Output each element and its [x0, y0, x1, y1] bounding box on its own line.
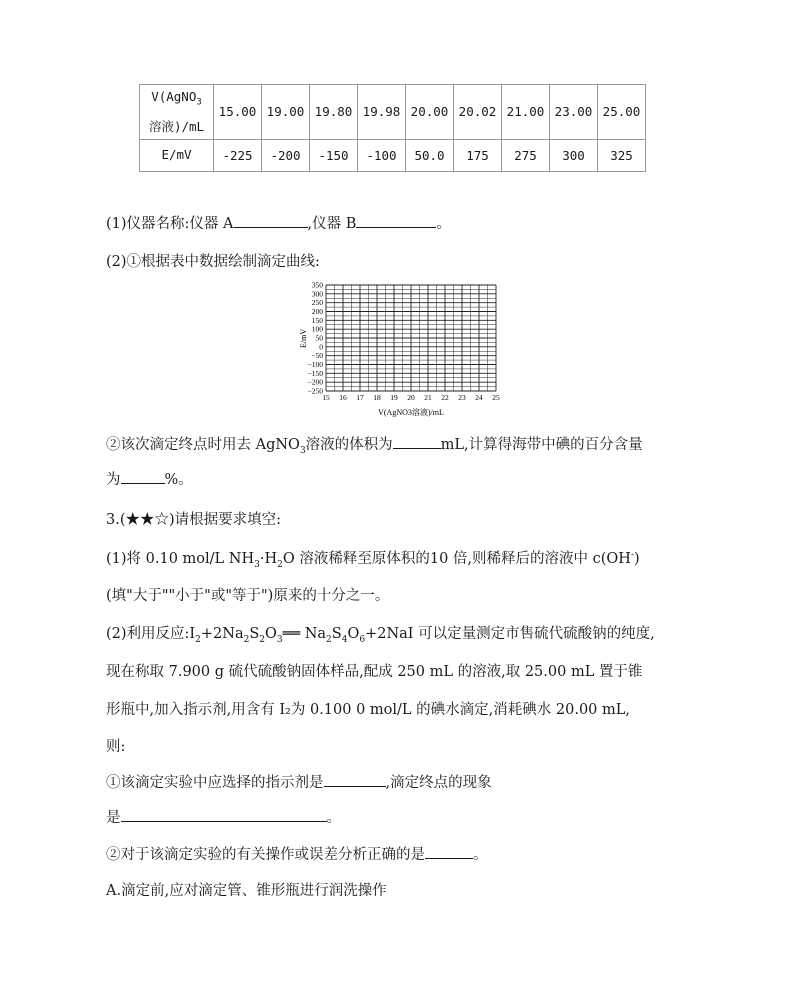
y-tick-label: −200	[307, 377, 323, 387]
answer-blank[interactable]	[425, 844, 473, 859]
question-2-intro: (2)①根据表中数据绘制滴定曲线:	[106, 254, 320, 270]
table-cell: -200	[262, 139, 310, 171]
question-2-part-2-line2	[106, 468, 193, 489]
answer-blank[interactable]	[324, 772, 386, 787]
x-tick-label: 19	[390, 393, 398, 402]
y-tick-label: −250	[307, 386, 323, 396]
question-3-sub-1	[106, 771, 492, 792]
q3-text: O	[265, 626, 277, 642]
question-1	[106, 212, 451, 233]
question-3-part-2-line2: 现在称取 7.900 g 硫代硫酸钠固体样品,配成 250 mL 的溶液,取 25.00 mL 置于锥	[106, 664, 643, 680]
q3-text: ②对于该滴定实验的有关操作或误差分析正确的是	[106, 847, 425, 863]
q3-sub: 2	[259, 634, 266, 645]
y-tick-label: 100	[311, 324, 323, 334]
q3-sup: -	[630, 550, 634, 561]
question-3-part-1-line2: (填"大于""小于"或"等于")原来的十分之一。	[106, 588, 390, 604]
y-tick-label: 300	[311, 289, 323, 299]
q2-text: 为	[106, 472, 121, 488]
table-cell: -100	[358, 139, 406, 171]
titration-data-table	[139, 84, 646, 172]
x-tick-label: 18	[373, 393, 381, 402]
y-tick-label: 250	[311, 298, 323, 308]
table-cell: 19.98	[358, 85, 406, 140]
table-row	[140, 85, 646, 140]
question-3-part-1	[106, 547, 640, 570]
q1-text-b: ,仪器 B	[307, 216, 357, 232]
q3-text: ①该滴定实验中应选择的指示剂是	[106, 775, 324, 791]
answer-blank[interactable]	[393, 434, 441, 449]
q2-text: mL,计算得海带中碘的百分含量	[440, 437, 643, 453]
y-tick-label: −150	[307, 368, 323, 378]
y-tick-label: 0	[319, 342, 323, 352]
q3-text: )	[634, 551, 640, 567]
question-2-part-2	[106, 433, 643, 456]
y-tick-label: 150	[311, 315, 323, 325]
q3-sub: 3	[276, 634, 283, 645]
table-cell: 50.0	[406, 139, 454, 171]
x-tick-label: 17	[356, 393, 364, 402]
q3-sub: 6	[359, 634, 366, 645]
answer-blank[interactable]	[121, 469, 165, 484]
q3-sub: 2	[277, 559, 283, 570]
x-tick-label: 15	[322, 393, 330, 402]
q1-text-a: (1)仪器名称:仪器 A	[106, 216, 234, 232]
q2-text: %。	[164, 472, 193, 488]
table-cell: 19.80	[310, 85, 358, 140]
table-cell: 20.02	[454, 85, 502, 140]
y-tick-label: 200	[311, 307, 323, 316]
answer-blank[interactable]	[234, 213, 308, 228]
x-tick-label: 16	[339, 393, 347, 402]
question-3-part-2-line3: 形瓶中,加入指示剂,用含有 I₂为 0.100 0 mol/L 的碘水滴定,消耗碘水 20.00 mL,	[106, 702, 630, 718]
option-a: A.滴定前,应对滴定管、锥形瓶进行润洗操作	[106, 883, 387, 899]
y-axis-label: E/mV	[299, 328, 308, 348]
y-tick-label: 50	[315, 333, 323, 343]
q3-sub: 2	[326, 634, 332, 645]
titration-chart	[280, 278, 510, 420]
q2-sub: 3	[299, 445, 306, 456]
table-cell: -150	[310, 139, 358, 171]
y-tick-labels	[308, 281, 324, 396]
q2-text: 溶液的体积为	[305, 437, 393, 453]
question-3-sub-2	[106, 843, 488, 864]
y-tick-label: 350	[311, 280, 323, 290]
table-row	[140, 139, 646, 171]
question-3-part-2-line4: 则:	[106, 739, 126, 755]
question-3-title: 3.(★★☆)请根据要求填空:	[106, 512, 282, 528]
q3-text: 。	[326, 810, 341, 826]
x-tick-label: 20	[407, 393, 415, 402]
x-tick-labels	[322, 393, 500, 402]
table-cell: 275	[502, 139, 550, 171]
q3-text: O 溶液稀释至原体积的10 倍,则稀释后的溶液中 c(OH	[282, 551, 631, 567]
x-axis-label: V(AgNO3溶液)/mL	[378, 408, 444, 417]
y-tick-label: −100	[307, 360, 323, 369]
x-tick-label: 25	[492, 393, 500, 402]
q3-text: (2)利用反应:I	[106, 626, 196, 642]
q3-text: ══ Na	[282, 626, 327, 642]
table-cell: -225	[214, 139, 262, 171]
q3-text: S	[249, 626, 260, 642]
q3-text: (1)将 0.10 mol/L NH	[106, 551, 255, 567]
q3-sub: 2	[195, 634, 201, 645]
table-cell: 20.00	[406, 85, 454, 140]
q3-sub: 4	[341, 634, 348, 645]
table-cell: 23.00	[550, 85, 598, 140]
q3-text: 。	[473, 847, 488, 863]
q3-text: O	[347, 626, 360, 642]
x-tick-label: 21	[424, 393, 432, 402]
header-sub: 3	[196, 97, 202, 108]
table-cell: 25.00	[598, 85, 646, 140]
header-label-2: 溶液)/mL	[148, 118, 205, 134]
y-tick-label: −50	[311, 351, 323, 361]
q2-text: ②该次滴定终点时用去 AgNO	[106, 437, 300, 453]
q3-text: +2Na	[200, 626, 244, 642]
q3-text: +2NaI 可以定量测定市售硫代硫酸钠的纯度,	[365, 626, 655, 642]
x-tick-label: 24	[475, 393, 483, 402]
volume-header-cell	[140, 85, 214, 140]
q3-text: 是	[106, 810, 121, 826]
q3-sub: 3	[254, 559, 260, 570]
table-cell: 175	[454, 139, 502, 171]
e-header-cell: E/mV	[140, 139, 214, 171]
table-cell: 300	[550, 139, 598, 171]
question-3-part-2-line1	[106, 622, 655, 645]
q3-text: ·H	[259, 551, 278, 567]
q3-sub: 2	[243, 634, 250, 645]
answer-blank[interactable]	[356, 213, 436, 228]
answer-blank[interactable]	[121, 807, 327, 822]
x-tick-label: 22	[441, 393, 449, 402]
chart-grid	[326, 285, 496, 391]
q3-text: ,滴定终点的现象	[385, 775, 492, 791]
question-3-sub-1-line2	[106, 806, 341, 827]
table-cell: 15.00	[214, 85, 262, 140]
table-cell: 325	[598, 139, 646, 171]
header-label: V(AgNO	[151, 89, 197, 104]
table-cell: 21.00	[502, 85, 550, 140]
table-cell: 19.00	[262, 85, 310, 140]
q1-end: 。	[436, 216, 451, 232]
q3-text: S	[331, 626, 342, 642]
x-tick-label: 23	[458, 393, 466, 402]
